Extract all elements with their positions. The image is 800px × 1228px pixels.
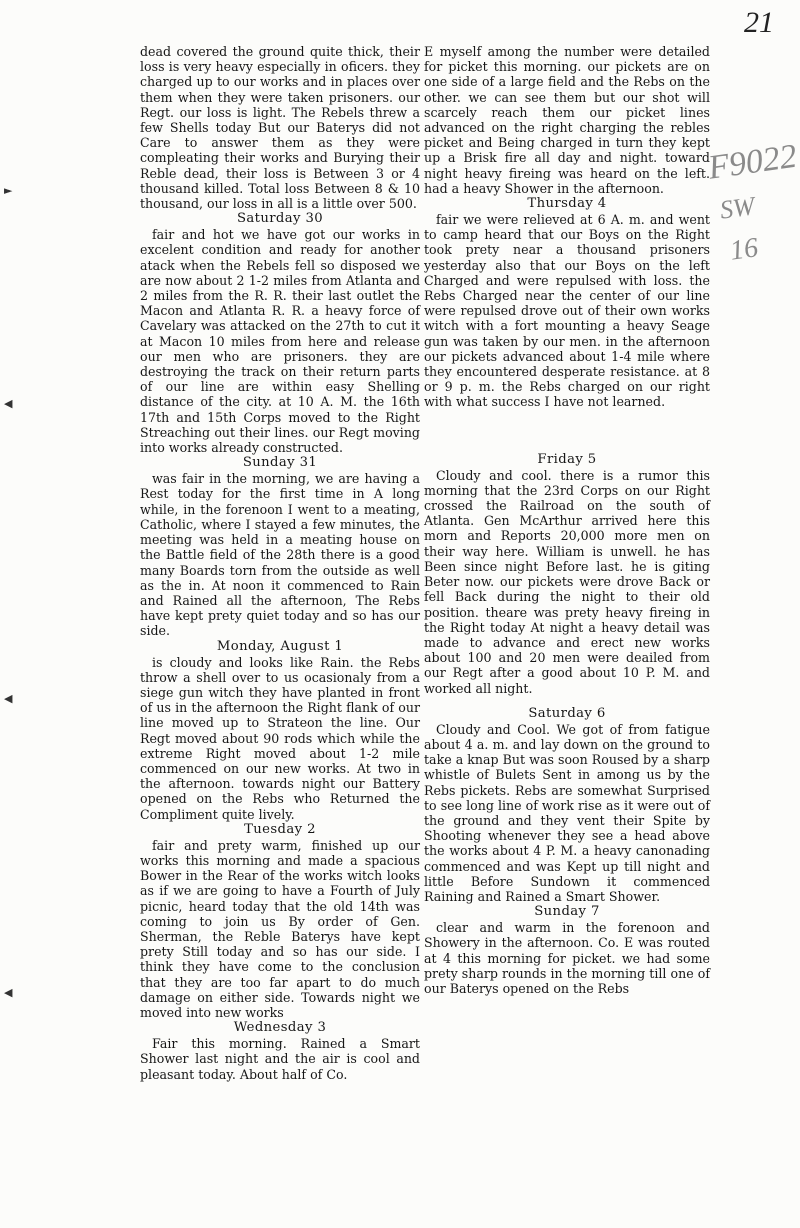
entry-text: fair we were relieved at 6 A. m. and went to camp heard that our Boys on the Right took prety near a thousand prisoners yesterday also that our Boys on the left Charged and were repulsed with loss. the Rebs Charged near the center of our line were repulsed drove out of their own works witch with a fort mounting a heavy Seage gun was taken by our men. in the afternoon our pickets advanced about 1-4 mile where they encountered desperate resistance. at 8 or 9 p. m. the Rebs charged on our right with what success I have not learned. <box>424 212 710 410</box>
margin-bullet: ◀ <box>4 986 13 999</box>
diary-entry <box>140 211 420 455</box>
entry-text: fair and hot we have got our works in excelent condition and ready for another atack when the Rebels fell so disposed we are now about 2 1-2 miles from Atlanta and 2 miles from the R. R. their last outlet the Macon and Atlanta R. R. a heavy force of Cavelary was attacked on the 27th to cut it at Macon 10 miles from here and release our men who are prisoners. they are destroying the track on their return parts of our line are within easy Shelling distance of the city. at 10 A. M. the 16th 17th and 15th Corps moved to the Right Streaching out their lines. our Regt moving into works already constructed. <box>140 227 420 456</box>
entry-text: was fair in the morning, we are having a Rest today for the first time in A long while, in the forenoon I went to a meating, Catholic, where I stayed a few minutes, the meeting was held in a meating house on the Battle field of the 28th there is a good many Boards torn from the outside as well as the in. At noon it commenced to Rain and Rained all the afternoon, The Rebs have kept prety quiet today and so has our side. <box>140 471 420 639</box>
diary-entry <box>424 904 710 996</box>
entry-text: dead covered the ground quite thick, their loss is very heavy especially in oficers. they charged up to our works and in places over them when they were taken prisoners. our Regt. our loss is light. The Rebels threw a few Shells today But our Baterys did not Care to answer them as they were compleating their works and Burying their Reble dead, their loss is Between 3 or 4 thousand killed. Total loss Between 8 & 10 thousand, our loss in all is a little over 500. <box>140 44 420 212</box>
margin-note-initials: SW <box>718 191 757 225</box>
entry-text: Cloudy and Cool. We got of from fatigue about 4 a. m. and lay down on the ground to take a knap But was soon Roused by a sharp whistle of Bulets Sent in among us by the Rebs pickets. Rebs are somewhat Surprised to see long line of work rise as it were out of the ground and they vent their Spite by Shooting whenever they see a head above the works about 4 P. M. a heavy canonading commenced and was Kept up till night and little Before Sundown it commenced Raining and Rained a Smart Shower. <box>424 721 710 904</box>
left-column <box>140 44 420 1082</box>
margin-note-catalog: F9022 <box>706 137 800 187</box>
diary-entry <box>140 1020 420 1082</box>
entry-text: clear and warm in the forenoon and Showery in the afternoon. Co. E was routed at 4 this morning for picket. we had some prety sharp rounds in the morning till one of our Baterys opened on the Rebs <box>424 920 710 996</box>
diary-entry <box>424 706 710 904</box>
margin-note-number: 16 <box>728 232 761 267</box>
entry-date-heading: Friday 5 <box>537 451 597 467</box>
diary-entry <box>140 44 420 211</box>
diary-entry <box>424 44 710 196</box>
diary-entry <box>424 196 710 410</box>
entry-date-heading: Saturday 30 <box>236 211 324 227</box>
entry-date-heading: Tuesday 2 <box>244 821 316 837</box>
margin-bullet: ◀ <box>4 397 13 410</box>
entry-date-heading: Monday, August 1 <box>216 638 344 654</box>
diary-entry <box>140 639 420 822</box>
entry-date-heading: Wednesday 3 <box>233 1020 327 1036</box>
entry-text: E myself among the number were detailed for picket this morning. our pickets are on one side of a large field and the Rebs on the other. we can see them but our shot will scarcely reach them our picket lines advanced on the right charging the rebles picket and Being charged in turn they kept up a Brisk fire all day and night. toward night heavy fireing was heard on the left. had a heavy Shower in the afternoon. <box>424 44 710 196</box>
entry-text: fair and prety warm, finished up our works this morning and made a spacious Bower in the Rear of the works witch looks as if we are going to have a Fourth of July picnic, heard today that the old 14th was coming to join us By order of Gen. Sherman, the Reble Baterys have kept prety Still today and so has our side. I think they have come to the conclusion that they are too far apart to do much damage on either side. Towards night we moved into new works <box>140 837 420 1020</box>
right-column <box>424 44 710 996</box>
diary-entry <box>140 455 420 638</box>
entry-text: Cloudy and cool. there is a rumor this morning that the 23rd Corps on our Right crossed the Railroad on the south of Atlanta. Gen McArthur arrived here this morn and Reports 20,000 more men on their way here. William is unwell. he has Been since night Before last. he is giting Beter now. our pickets were drove Back or fell Back during the night to their old position. theare was prety heavy fireing in the Right today At night a heavy detail was made to advance and erect new works about 100 and 20 men were deailed from our Regt after a good about 10 P. M. and worked all night. <box>424 467 710 696</box>
margin-bullet: ◀ <box>4 692 13 705</box>
entry-date-heading: Thursday 4 <box>527 196 607 212</box>
entry-text: Fair this morning. Rained a Smart Shower last night and the air is cool and pleasant today. About half of Co. <box>140 1036 420 1082</box>
page-number: 21 <box>744 6 774 39</box>
entry-date-heading: Sunday 31 <box>242 455 318 471</box>
margin-bullet: ► <box>4 184 13 197</box>
entry-text: is cloudy and looks like Rain. the Rebs throw a shell over to us ocasionaly from a siege gun witch they have planted in front of us in the afternoon the Right flank of our line moved up to Strateon the line. Our Regt moved about 90 rods which while the extreme Right moved about 1-2 mile commenced on our new works. At two in the afternoon. towards night our Battery opened on the Rebs who Returned the Compliment quite lively. <box>140 654 420 822</box>
diary-entry <box>424 452 710 696</box>
diary-entry <box>140 822 420 1020</box>
entry-date-heading: Saturday 6 <box>528 705 606 721</box>
entry-date-heading: Sunday 7 <box>534 904 600 920</box>
